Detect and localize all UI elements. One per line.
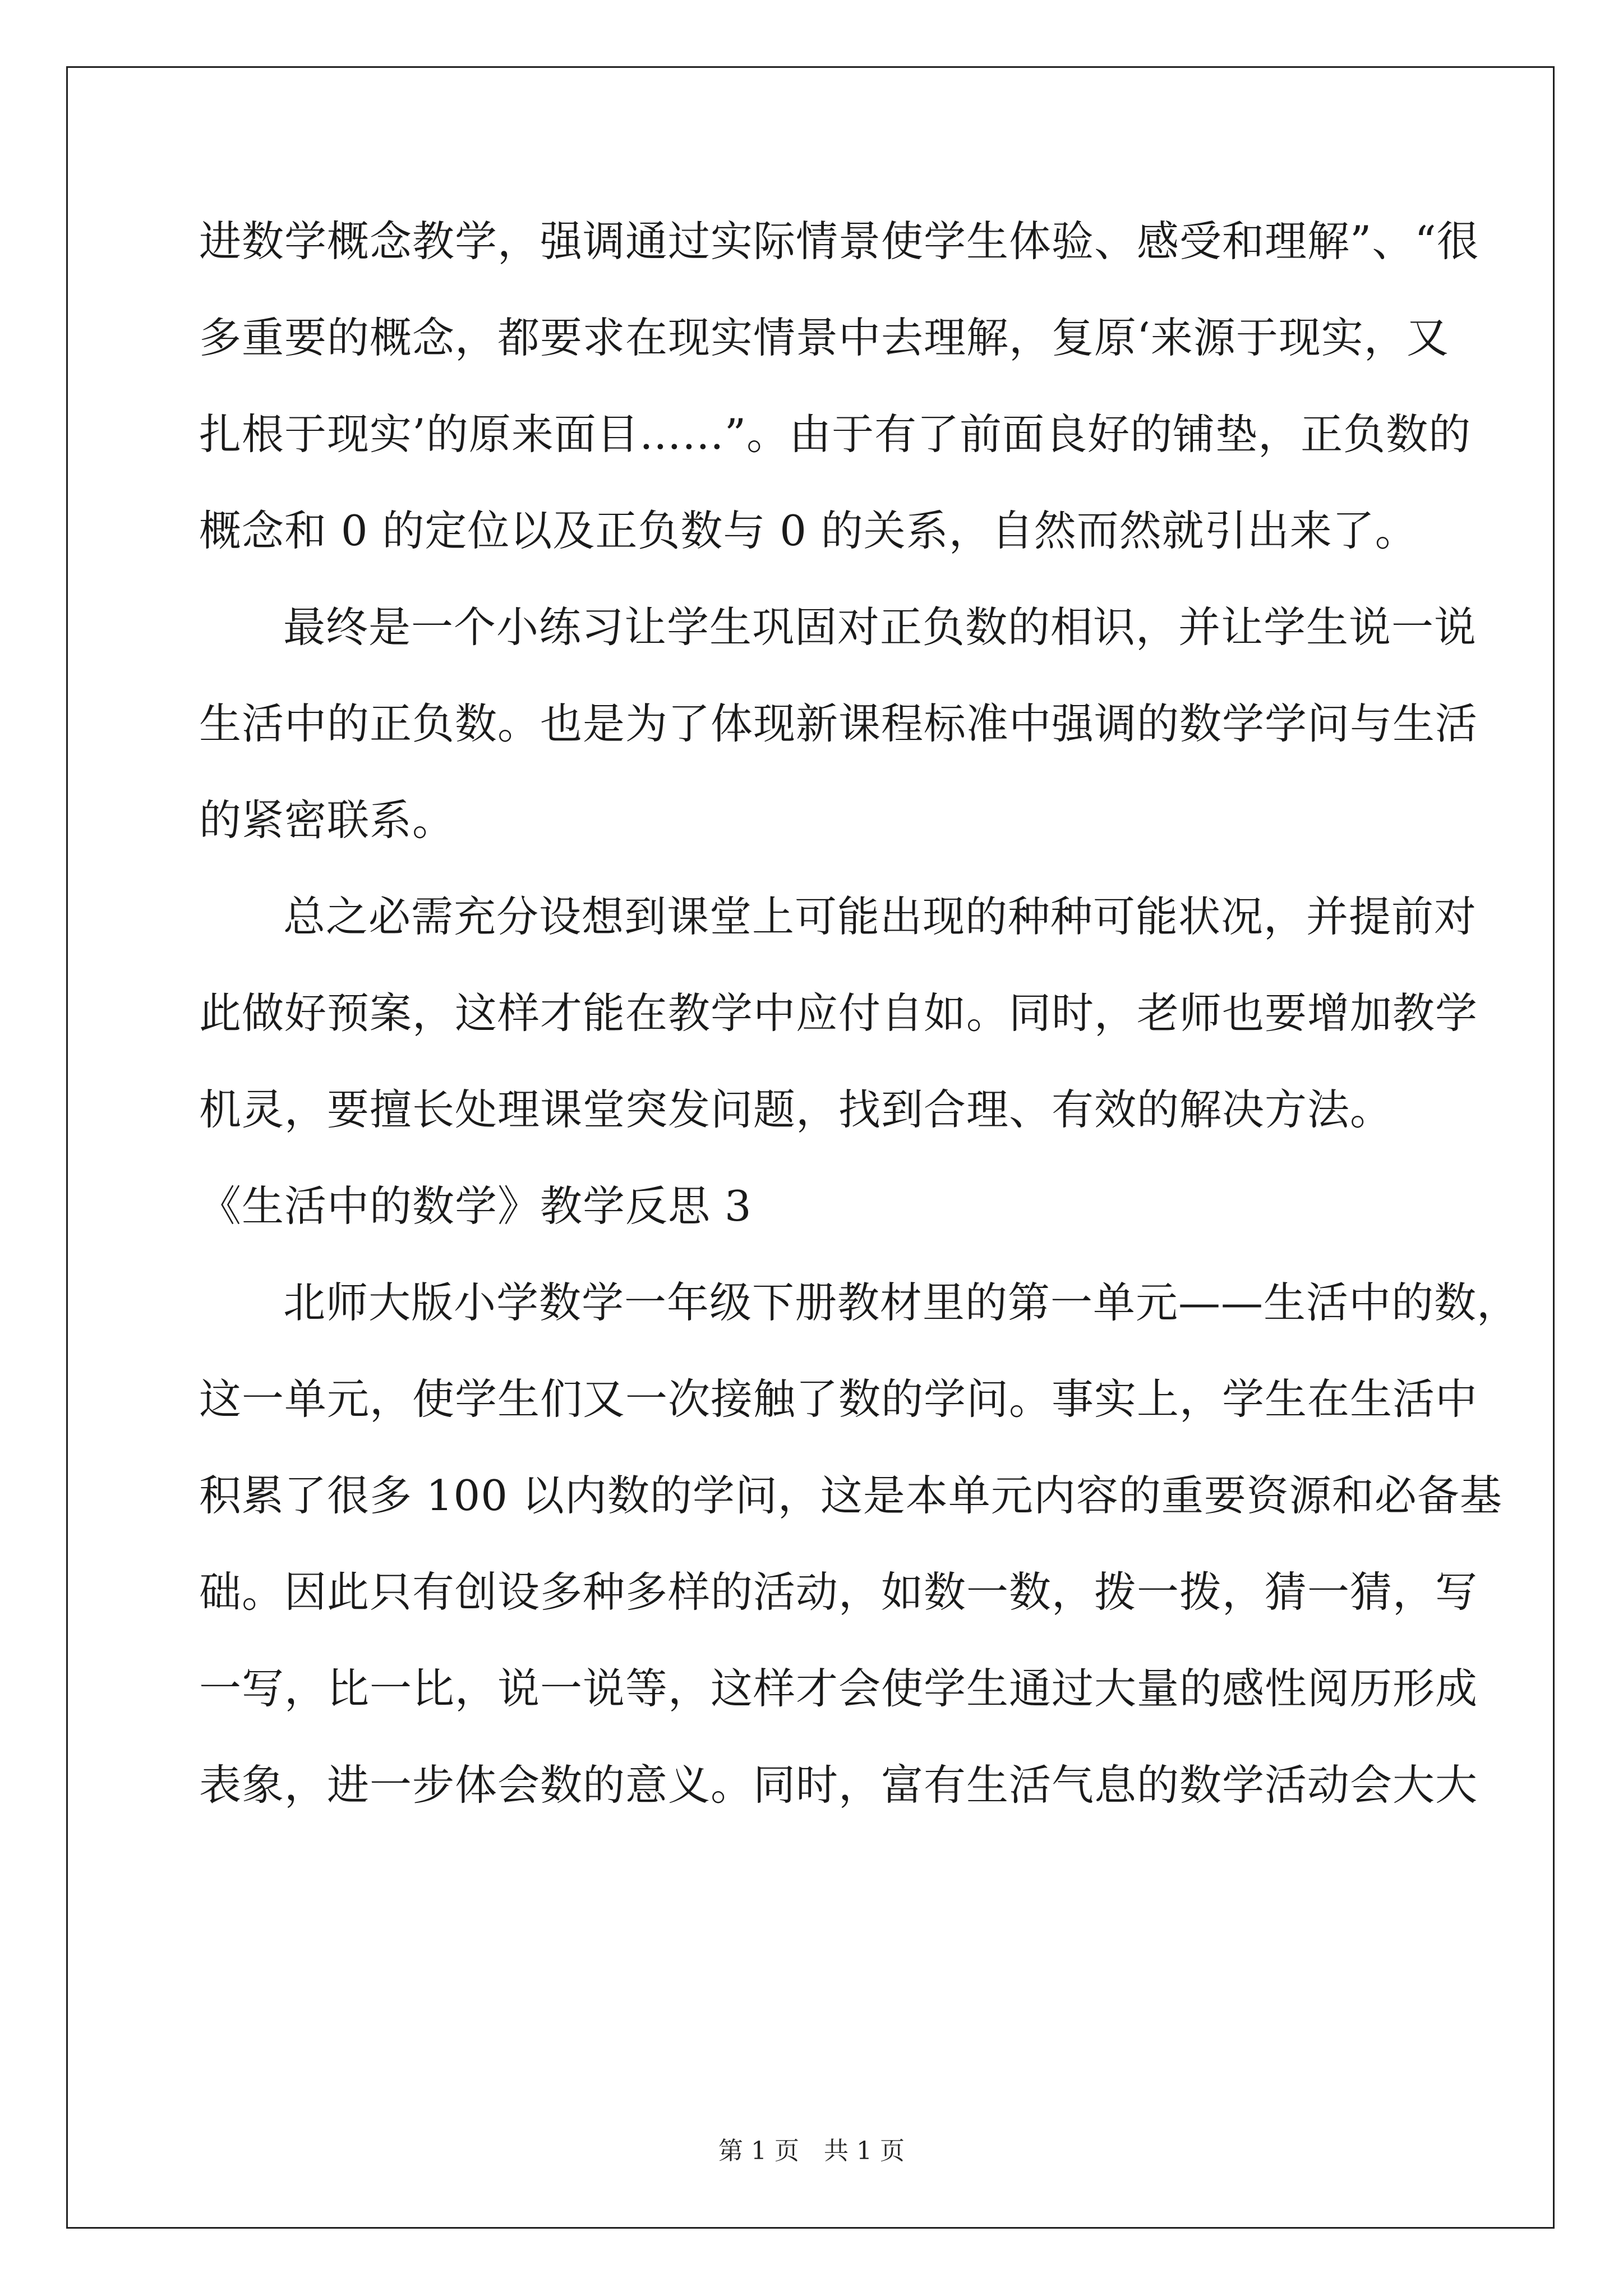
paragraph-line: 进数学概念教学，强调通过实际情景使学生体验、感受和理解”、“很 — [199, 217, 1479, 266]
paragraph-line: 积累了很多 100 以内数的学问，这是本单元内容的重要资源和必备基 — [199, 1471, 1502, 1520]
paragraph-line: 扎根于现实’的原来面目……”。由于有了前面良好的铺垫，正负数的 — [199, 409, 1472, 459]
paragraph-line: 机灵，要擅长处理课堂突发问题，找到合理、有效的解决方法。 — [199, 1085, 1393, 1134]
page-border — [66, 66, 1555, 2229]
paragraph-line: 最终是一个小练习让学生巩固对正负数的相识，并让学生说一说 — [283, 602, 1477, 652]
paragraph-line: 北师大版小学数学一年级下册教材里的第一单元——生活中的数， — [283, 1278, 1520, 1327]
section-heading: 《生活中的数学》教学反思 3 — [199, 1181, 752, 1231]
paragraph-line: 总之必需充分设想到课堂上可能出现的种种可能状况，并提前对 — [283, 892, 1477, 941]
paragraph-line: 一写，比一比，说一说等，这样才会使学生通过大量的感性阅历形成 — [199, 1664, 1478, 1713]
paragraph-line: 此做好预案，这样才能在教学中应付自如。同时，老师也要增加教学 — [199, 988, 1478, 1038]
paragraph-line: 表象，进一步体会数的意义。同时，富有生活气息的数学活动会大大 — [199, 1760, 1478, 1810]
paragraph-line: 生活中的正负数。也是为了体现新课程标准中强调的数学学问与生活 — [199, 699, 1478, 748]
paragraph-line: 的紧密联系。 — [199, 795, 455, 845]
paragraph-line: 多重要的概念，都要求在现实情景中去理解，复原‘来源于现实，又 — [199, 313, 1449, 362]
paragraph-line: 概念和 0 的定位以及正负数与 0 的关系，自然而然就引出来了。 — [199, 506, 1418, 555]
paragraph-line: 础。因此只有创设多种多样的活动，如数一数，拨一拨，猜一猜，写 — [199, 1567, 1478, 1617]
page-number-footer: 第 1 页 共 1 页 — [718, 2137, 905, 2165]
paragraph-line: 这一单元，使学生们又一次接触了数的学问。事实上，学生在生活中 — [199, 1374, 1478, 1424]
